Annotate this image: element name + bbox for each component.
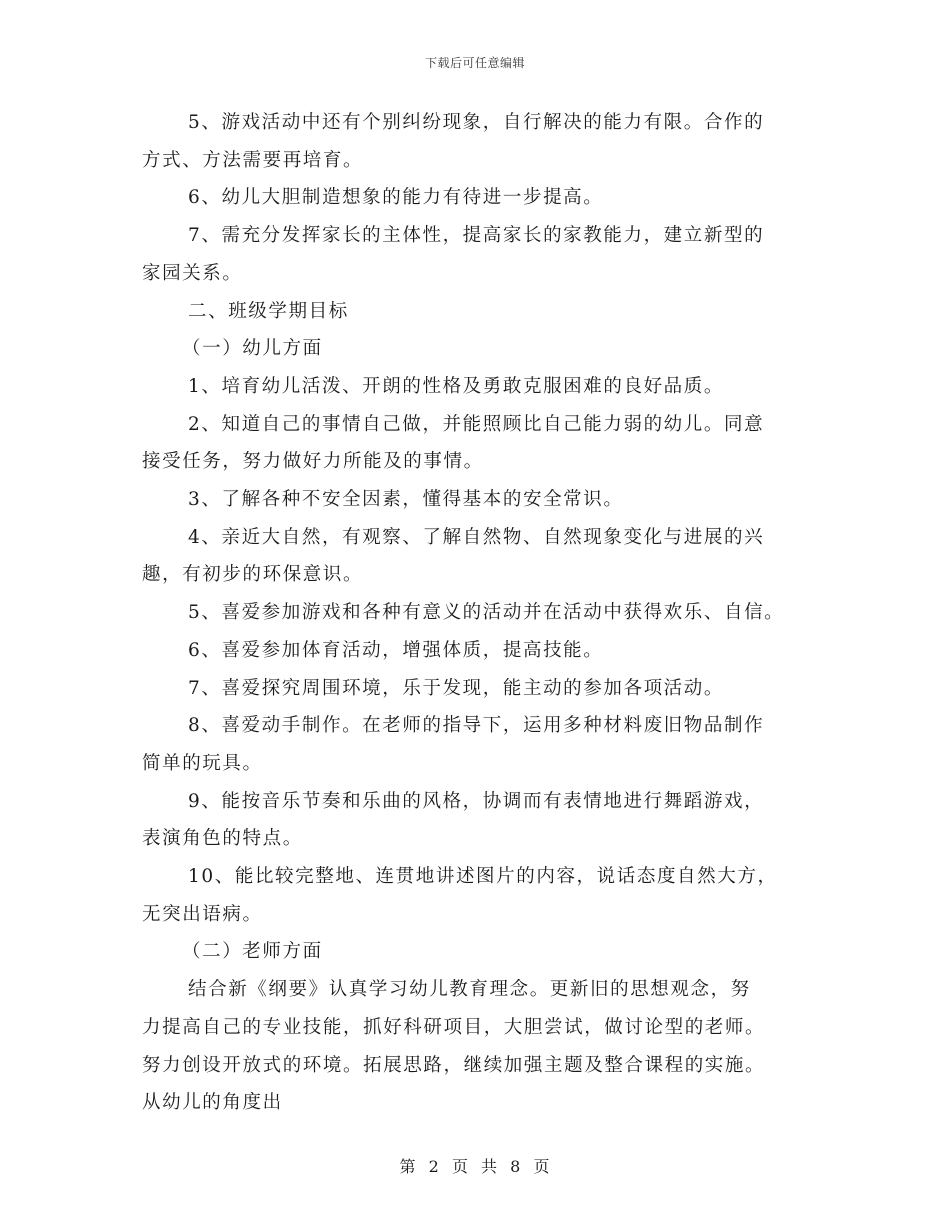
- text-line: 接受任务，努力做好力所能及的事情。: [142, 451, 484, 473]
- text-line: 表演角色的特点。: [142, 828, 303, 850]
- text-line: 6、喜爱参加体育活动，增强体质，提高技能。: [188, 639, 604, 661]
- text-line: 6、幼儿大胆制造想象的能力有待进一步提高。: [188, 187, 604, 209]
- text-line: 趣，有初步的环保意识。: [142, 564, 364, 586]
- text-line: 4、亲近大自然，有观察、了解自然物、自然现象变化与进展的兴: [188, 526, 765, 548]
- text-line: 努力创设开放式的环境。拓展思路，继续加强主题及整合课程的实施。: [142, 1054, 766, 1076]
- text-line: 3、了解各种不安全因素，懂得基本的安全常识。: [188, 489, 624, 510]
- footer-page-word: 页: [451, 1157, 469, 1176]
- text-line: 2、知道自己的事情自己做，并能照顾比自己能力弱的幼儿。同意: [188, 413, 765, 435]
- text-line: 力提高自己的专业技能，抓好科研项目，大胆尝试，做讨论型的老师。: [142, 1016, 766, 1038]
- text-line: 二、班级学期目标: [188, 300, 349, 322]
- footer-total-pages: 8: [510, 1157, 522, 1176]
- text-line: 从幼儿的角度出: [142, 1092, 283, 1114]
- page-footer: [0, 1154, 950, 1177]
- page-header: 下载后可任意编辑: [424, 56, 525, 70]
- text-line: 5、喜爱参加游戏和各种有意义的活动并在活动中获得欢乐、自信。: [188, 602, 785, 624]
- text-line: 无突出语病。: [142, 903, 263, 925]
- text-line: 7、需充分发挥家长的主体性，提高家长的家教能力，建立新型的: [188, 225, 765, 247]
- text-line: 10、能比较完整地、连贯地讲述图片的内容，说话态度自然大方，: [188, 866, 778, 887]
- text-line: （一）幼儿方面: [182, 338, 323, 360]
- text-line: 简单的玩具。: [142, 752, 263, 774]
- text-line: 8、喜爱动手制作。在老师的指导下，运用多种材料废旧物品制作: [188, 715, 765, 737]
- text-line: 家园关系。: [142, 262, 243, 284]
- footer-total-word: 共: [481, 1157, 499, 1176]
- footer-current-page: 2: [428, 1157, 440, 1176]
- text-line: 1、培育幼儿活泼、开朗的性格及勇敢克服困难的良好品质。: [188, 375, 724, 397]
- text-line: （二）老师方面: [182, 941, 323, 963]
- text-line: 7、喜爱探究周围环境，乐于发现，能主动的参加各项活动。: [188, 677, 724, 699]
- text-line: 5、游戏活动中还有个别纠纷现象，自行解决的能力有限。合作的: [188, 112, 765, 133]
- text-line: 方式、方法需要再培育。: [142, 149, 364, 171]
- text-line: 结合新《纲要》认真学习幼儿教育理念。更新旧的思想观念，努: [188, 979, 751, 1001]
- footer-suffix: 页: [533, 1157, 551, 1176]
- footer-prefix: 第: [399, 1157, 417, 1176]
- text-line: 9、能按音乐节奏和乐曲的风格，协调而有表情地进行舞蹈游戏，: [188, 790, 765, 812]
